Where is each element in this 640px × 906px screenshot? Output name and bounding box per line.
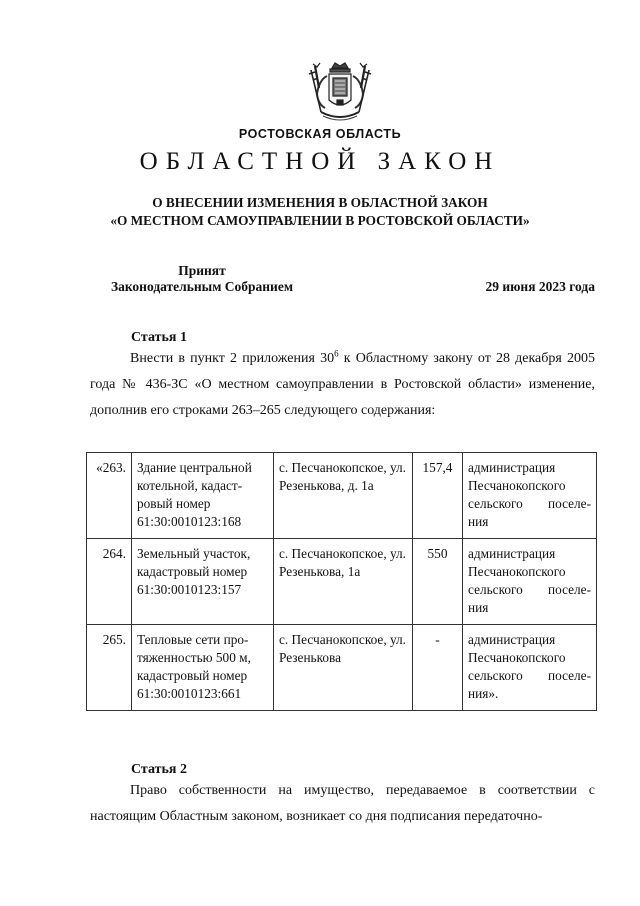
table-row bbox=[87, 539, 597, 625]
row-number: 265. bbox=[87, 625, 132, 711]
recipient-line-1: администрация bbox=[468, 460, 556, 475]
recipient bbox=[463, 453, 597, 539]
object-description: Здание центральной котельной, кадаст-ровый номер 61:30:0010123:168 bbox=[132, 453, 274, 539]
adoption-date: 29 июня 2023 года bbox=[485, 279, 595, 294]
article-1-superscript: 6 bbox=[334, 348, 339, 359]
law-subtitle-line-2: «О МЕСТНОМ САМОУПРАВЛЕНИИ В РОСТОВСКОЙ ОБЛАСТИ» bbox=[110, 213, 530, 228]
recipient-line-2: Песчанокопского bbox=[468, 650, 566, 665]
recipient-line-3: сельского поселе- bbox=[468, 582, 591, 597]
article-2-text-body: Право собственности на имущество, передаваемое в соответствии с настоящим Областным законом, возникает со дня подписания передаточно- bbox=[90, 783, 595, 824]
adoption-line-1: Принят bbox=[178, 263, 226, 278]
object-area: 550 bbox=[413, 539, 463, 625]
recipient-line-4: ния bbox=[468, 600, 489, 615]
article-1-heading: Статья 1 bbox=[131, 330, 187, 345]
recipient-line-2: Песчанокопского bbox=[468, 564, 566, 579]
law-subtitle-line-1: О ВНЕСЕНИИ ИЗМЕНЕНИЯ В ОБЛАСТНОЙ ЗАКОН bbox=[152, 195, 488, 210]
article-2-text bbox=[90, 778, 595, 830]
table-row bbox=[87, 625, 597, 711]
recipient-line-4: ния bbox=[468, 514, 489, 529]
article-2-heading: Статья 2 bbox=[131, 762, 187, 777]
recipient-line-1: администрация bbox=[468, 546, 556, 561]
recipient bbox=[463, 539, 597, 625]
property-table bbox=[86, 452, 597, 711]
recipient-line-3: сельского поселе- bbox=[468, 668, 591, 683]
table-row bbox=[87, 453, 597, 539]
coat-of-arms-emblem bbox=[301, 60, 379, 128]
row-number: «263. bbox=[87, 453, 132, 539]
region-name: РОСТОВСКАЯ ОБЛАСТЬ bbox=[238, 127, 402, 141]
law-type-title: ОБЛАСТНОЙ ЗАКОН bbox=[139, 148, 501, 175]
row-number: 264. bbox=[87, 539, 132, 625]
object-area: 157,4 bbox=[413, 453, 463, 539]
recipient-line-2: Песчанокопского bbox=[468, 478, 566, 493]
article-1-text-part-1: Внести в пункт 2 приложения 30 bbox=[130, 351, 335, 366]
adoption-block bbox=[92, 263, 312, 295]
object-address: с. Песчанокопское, ул. Резенькова bbox=[274, 625, 413, 711]
object-address: с. Песчанокопское, ул. Резенькова, д. 1а bbox=[274, 453, 413, 539]
article-1-text bbox=[90, 346, 595, 424]
recipient bbox=[463, 625, 597, 711]
object-description: Земельный участок, кадастровый номер 61:30:0010123:157 bbox=[132, 539, 274, 625]
object-area: - bbox=[413, 625, 463, 711]
object-description: Тепловые сети про-тяженностью 500 м, кадастровый номер 61:30:0010123:661 bbox=[132, 625, 274, 711]
law-subtitle bbox=[40, 194, 600, 230]
recipient-line-1: администрация bbox=[468, 632, 556, 647]
adoption-line-2: Законодательным Собранием bbox=[110, 279, 294, 294]
recipient-line-3: сельского поселе- bbox=[468, 496, 591, 511]
recipient-line-4: ния». bbox=[468, 686, 499, 701]
article-1-text-part-2: к Областному закону от 28 декабря 2005 года № 436-ЗС «О местном самоуправлении в Ростовской области» изменение, дополнив его строками 263–265 следующего содержания: bbox=[90, 351, 595, 418]
object-address: с. Песчанокопское, ул. Резенькова, 1а bbox=[274, 539, 413, 625]
